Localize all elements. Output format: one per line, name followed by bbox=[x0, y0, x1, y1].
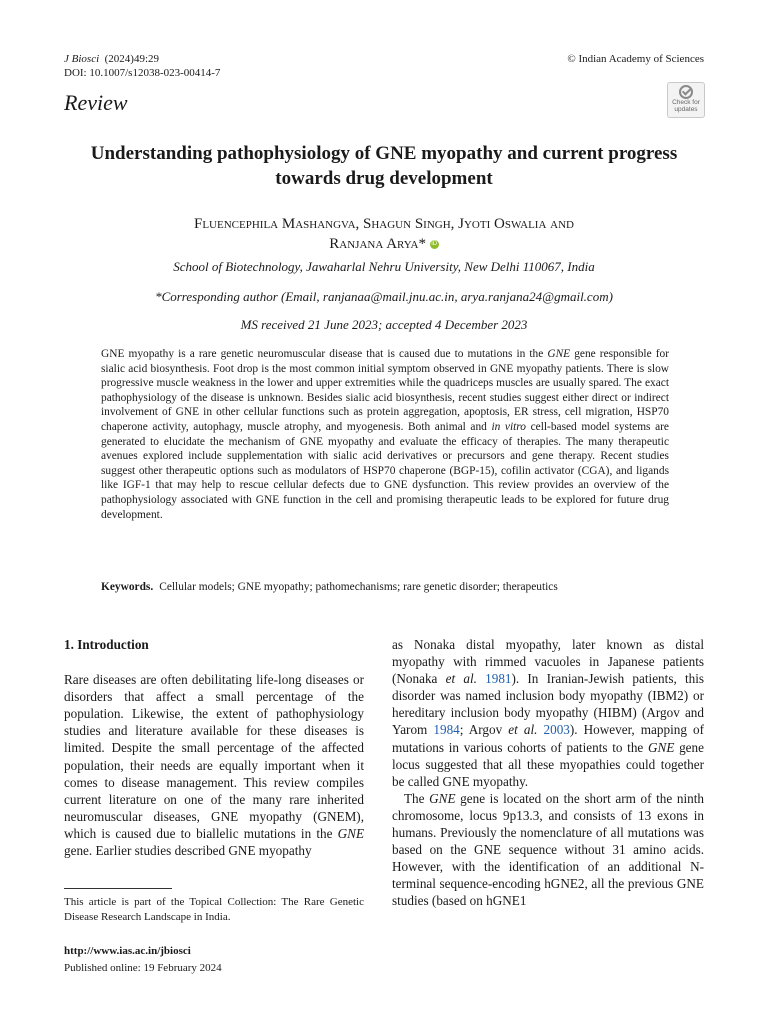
abstract-text: cell-based model systems are generated to elucidate the mechanism of GNE myopathy and evaluate the efficacy of therapies. The many therapeutic avenues explored include supplementation with sialic acid derivatives or precursors and gene therapy. Recent studies suggest other therapeutic options such as modulators of HSP70 chaperone (BGP-15), cofilin activator (CGA), and ligands like IGF-1 that may help to rescue cellular defects due to GNE dysfunction. This review provides an overview of the pathophysiology associated with GNE function in the cell and promising therapeutic leads to be explored for future drug development. bbox=[101, 420, 669, 521]
footnote: This article is part of the Topical Collection: The Rare Genetic Disease Research Landscape in India. bbox=[64, 896, 364, 923]
keywords bbox=[101, 581, 669, 593]
orcid-icon[interactable]: iD bbox=[431, 241, 438, 248]
body-text: gene is located on the short arm of the ninth chromosome, locus 9p13.3, and consists of 13 exons in humans. Previously the nomenclature of all mutations was based on the GNE sequence without 31 amino acids. However, with the identification of an additional N-terminal sequence-encoding hGNE2, all the previous GNE studies (based on hGNE1 bbox=[392, 790, 704, 909]
gene-name: GNE bbox=[547, 348, 571, 360]
paragraph-1 bbox=[392, 636, 704, 790]
journal-volume: (2024)49:29 bbox=[104, 53, 160, 65]
body-text: as Nonaka distal myopathy, later known as distal myopathy with rimmed vacuoles in Japanese patients (Nonaka bbox=[392, 637, 704, 687]
abstract bbox=[101, 347, 669, 522]
gene-name: GNE bbox=[337, 825, 364, 841]
in-vitro-term: in vitro bbox=[491, 420, 526, 433]
author-list bbox=[64, 214, 704, 254]
citation-link-1981[interactable]: 1981 bbox=[485, 671, 512, 687]
abstract-text: gene responsible for sialic acid biosynthesis. Foot drop is the most common initial symptom observed in GNE myopathy patients. There is slow progressive muscle weakness in the lower and upper extremities while the quadriceps muscles are usually spared. The exact pathophysiology of the disease is unknown. Besides sialic acid biosynthesis, recent studies suggest either direct or indirect involvement of GNE in other cellular functions such as protein aggregation, apoptosis, ER stress, cell migration, HSP70 chaperone activity, autophagy, muscle atrophy, and myogenesis. Both animal and bbox=[101, 348, 669, 433]
article-title: Understanding pathophysiology of GNE myopathy and current progress towards drug development bbox=[90, 143, 678, 189]
journal-name: J Biosci bbox=[64, 53, 100, 65]
article-type: Review bbox=[64, 90, 128, 115]
journal-header bbox=[64, 52, 220, 80]
left-column bbox=[64, 636, 364, 859]
body-text: ). However, mapping of mutations in various cohorts of patients to the bbox=[392, 722, 704, 755]
body-text: gene locus suggested that all these myopathies could together be called GNE myopathy. bbox=[392, 739, 704, 789]
paragraph-2 bbox=[392, 790, 704, 910]
et-al: et al. bbox=[445, 671, 477, 687]
body-text: ). In Iranian-Jewish patients, this disorder was named inclusion body myopathy (IBM2) or hereditary inclusion body myopathy (HIBM) (Argov and Yarom bbox=[392, 671, 705, 738]
authors-line-1: Fluencephila Mashangva, Shagun Singh, Jyoti Oswalia and bbox=[194, 216, 574, 232]
received-dates: MS received 21 June 2023; accepted 4 December 2023 bbox=[240, 317, 528, 332]
affiliation: School of Biotechnology, Jawaharlal Nehru University, New Delhi 110067, India bbox=[173, 259, 595, 274]
body-text: gene. Earlier studies described GNE myopathy bbox=[64, 843, 312, 859]
authors-line-2: Ranjana Arya* bbox=[329, 236, 426, 252]
citation-link-1984[interactable]: 1984 bbox=[433, 722, 460, 738]
intro-paragraph bbox=[64, 671, 364, 859]
badge-text-1: Check for bbox=[672, 99, 700, 106]
badge-text-2: updates bbox=[674, 106, 698, 113]
footnote-rule bbox=[64, 888, 172, 889]
body-text: Rare diseases are often debilitating life-long diseases or disorders that affect a small percentage of the population. Likewise, the extent of pathophysiology studies and literature available for these diseases is limited. Despite the small percentage of the affected population, their needs are equally important when it comes to disease management. This review compiles current literature on one of the many rare inherited neuromuscular diseases, GNE myopathy (GNEM), which is caused due to biallelic mutations in the bbox=[64, 672, 364, 841]
keywords-text: Cellular models; GNE myopathy; pathomechanisms; rare genetic disorder; therapeutics bbox=[159, 581, 558, 593]
keywords-label: Keywords. bbox=[101, 581, 154, 593]
check-for-updates-badge[interactable] bbox=[667, 82, 705, 118]
citation-link-2003[interactable]: 2003 bbox=[543, 722, 570, 738]
publisher: © Indian Academy of Sciences bbox=[567, 53, 704, 65]
check-circle-icon bbox=[679, 85, 693, 99]
abstract-text: GNE myopathy is a rare genetic neuromuscular disease that is caused due to mutations in the bbox=[101, 348, 548, 360]
et-al: et al. bbox=[508, 722, 538, 738]
section-title: 1. Introduction bbox=[64, 637, 149, 652]
body-text: The bbox=[404, 790, 430, 806]
body-text: ; Argov bbox=[459, 722, 509, 738]
gene-name: GNE bbox=[429, 790, 456, 806]
right-column bbox=[392, 636, 704, 910]
doi: DOI: 10.1007/s12038-023-00414-7 bbox=[64, 67, 221, 79]
corresponding-author: *Corresponding author (Email, ranjanaa@mail.jnu.ac.in, arya.ranjana24@gmail.com) bbox=[155, 289, 613, 304]
gene-name: GNE bbox=[648, 739, 675, 755]
journal-url-link[interactable]: http://www.ias.ac.in/jbiosci bbox=[64, 945, 191, 957]
published-date: Published online: 19 February 2024 bbox=[64, 962, 222, 974]
